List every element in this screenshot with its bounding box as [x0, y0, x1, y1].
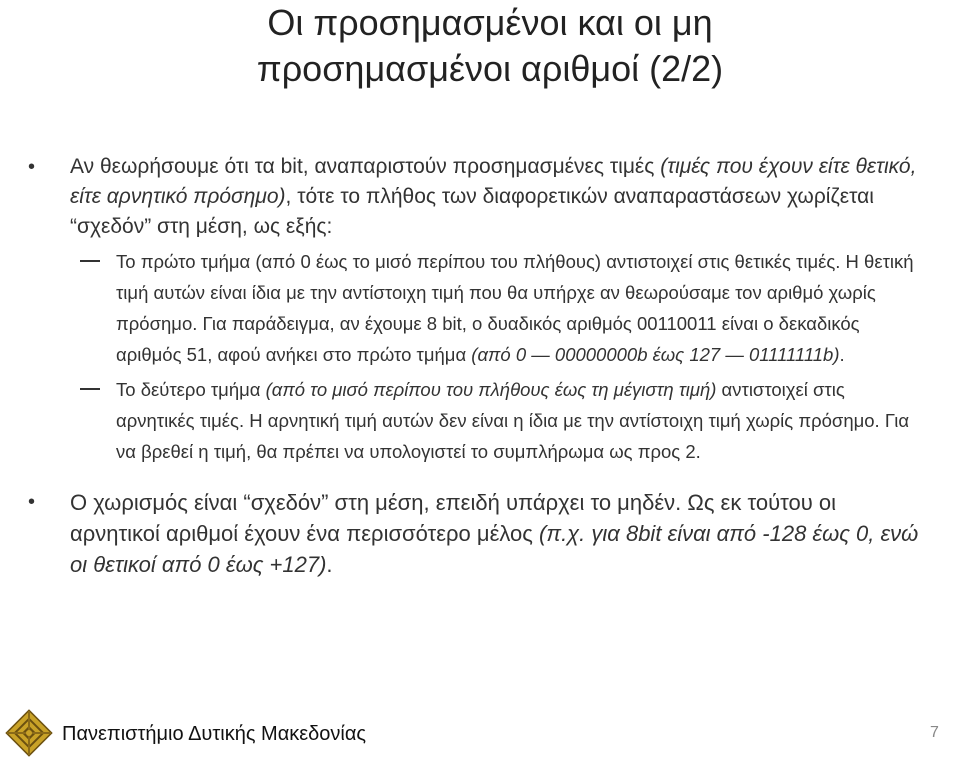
sub-bullet-text: Το πρώτο τμήμα (από 0 έως το μισό περίπου του πλήθους) αντιστοιχεί στις θετικές τιμές. Η θετική τιμή αυτών είναι ίδια με την αντίστοιχη τιμή που θα υπήρχε αν θεωρούσαμε τον αριθμό χωρίς πρόσημο. Για παράδειγμα, αν έχουμε 8 bit, ο δυαδικός αριθμός 00110011 είναι ο δεκαδικός αριθμός 51, αφού ανήκει στο πρώτο τμήμα [116, 251, 914, 365]
title-line-1: Οι προσημασμένοι και οι μη [267, 2, 713, 43]
bullet-text: Ο χωρισμός είναι “σχεδόν” στη μέση, επειδή υπάρχει το μηδέν. Ως εκ τούτου οι αρνητικοί αριθμοί έχουν ένα περισσότερο μέλος [70, 490, 836, 546]
bullet-text-italic: (π.χ. για 8bit είναι από -128 έως 0, ενώ οι θετικοί από 0 έως +127) [70, 521, 919, 577]
university-logo-icon [5, 709, 53, 757]
slide-title [140, 0, 840, 92]
bullet-zero-split [28, 487, 928, 580]
slide-content [28, 152, 928, 584]
page-number: 7 [930, 724, 939, 741]
bullet-text-italic: (τιμές που έχουν είτε θετικό, είτε αρνητικό πρόσημο) [70, 155, 917, 208]
bullet-text: Αν θεωρήσουμε ότι τα bit, αναπαριστούν προσημασμένες τιμές [70, 155, 661, 178]
bullet-text: . [326, 552, 333, 577]
bullet-signed-bits [28, 152, 928, 242]
sub-bullet-first-part [28, 246, 928, 370]
sub-bullet-text-italic: (από το μισό περίπου του πλήθους έως τη μέγιστη τιμή) [265, 379, 717, 400]
sub-bullet-second-part [28, 374, 928, 467]
footer-institution: Πανεπιστήμιο Δυτικής Μακεδονίας [62, 723, 367, 745]
bullet-dot: • [28, 156, 36, 178]
bullet-text: , τότε το πλήθος των διαφορετικών αναπαραστάσεων χωρίζεται “σχεδόν” στη μέση, ως εξής: [70, 185, 874, 238]
sub-bullet-text: αντιστοιχεί στις αρνητικές τιμές. Η αρνητική τιμή αυτών δεν είναι η ίδια με την αντίστοιχη τιμή χωρίς πρόσημο. Για να βρεθεί η τιμή, θα πρέπει να υπολογιστεί το συμπλήρωμα ως προς 2. [116, 379, 910, 462]
dash-marker [80, 388, 100, 390]
sub-bullet-text: Το δεύτερο τμήμα [116, 379, 266, 400]
sub-bullet-text-italic: (από 0 — 00000000b έως 127 — 01111111b) [471, 344, 840, 365]
dash-marker [80, 260, 100, 262]
title-line-2: προσημασμένοι αριθμοί (2/2) [256, 48, 724, 89]
sub-bullet-text: . [839, 344, 845, 365]
bullet-dot: • [28, 491, 36, 513]
